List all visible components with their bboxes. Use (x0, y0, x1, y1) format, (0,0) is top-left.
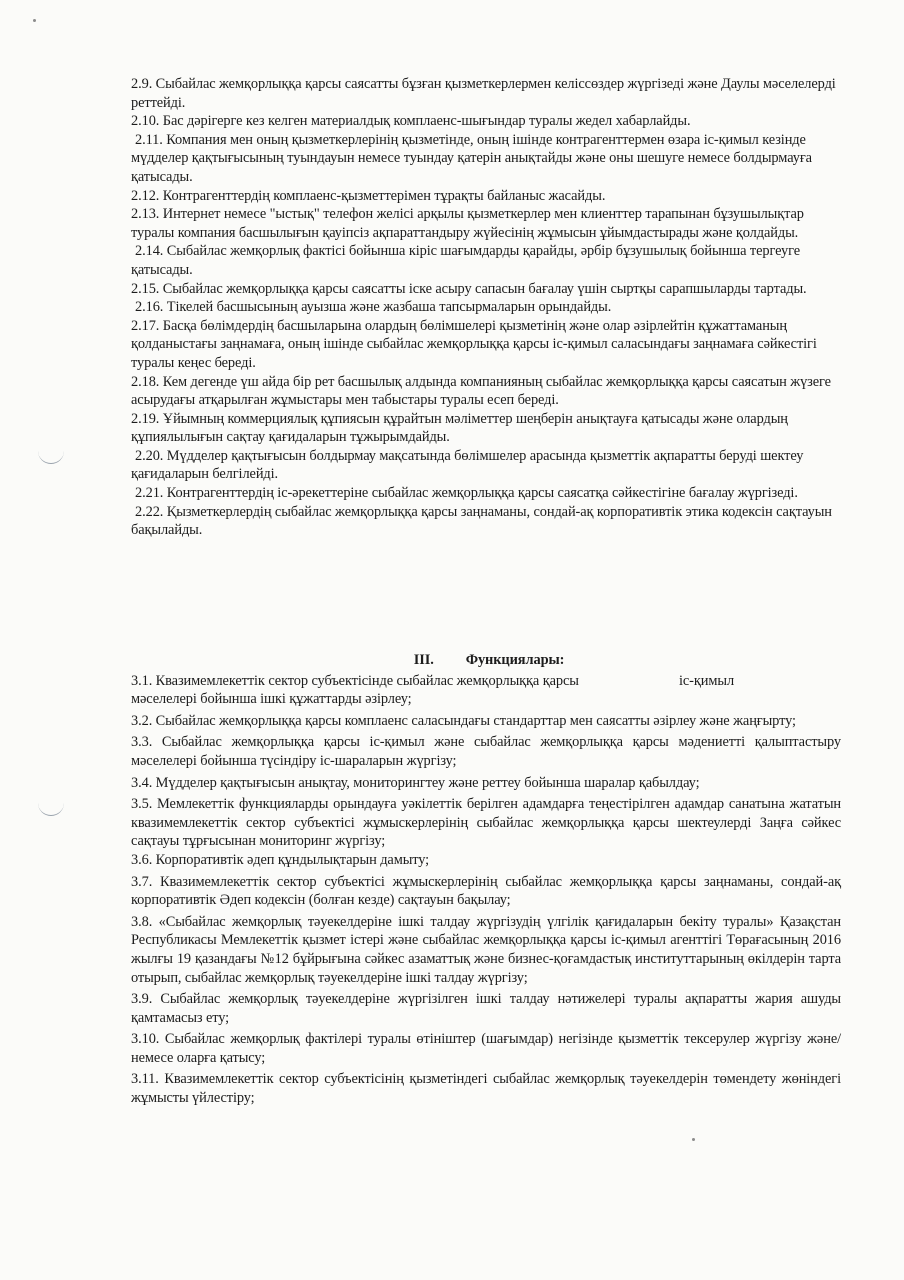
paragraph-3-2: 3.2. Сыбайлас жемқорлыққа қарсы комплаенс саласындағы стандарттар мен саясатты әзірлеу және жаңғырту; (131, 712, 796, 729)
binder-hole-mark (38, 451, 64, 464)
paragraph-2-9: 2.9. Сыбайлас жемқорлыққа қарсы саясатты бұзған қызметкерлермен келіссөздер жүргізеді және Даулы мәселелерді реттейді. (131, 76, 836, 111)
paragraph-3-8: 3.8. «Сыбайлас жемқорлық тәуекелдеріне ішкі талдау жүргізудің үлгілік қағидаларын бекіту туралы» Қазақстан Республикасы Мемлекеттік қызмет істері және сыбайлас жемқорлыққа қарсы іс-қимыл агенттігі Төрағасының 2016 жылғы 19 қазандағы №12 бұйрығына сәйкес азаматтық және бизнес-қоғамдастық институттарының өкілдерін тарта отырып, сыбайлас жемқорлық тәуекелдеріне ішкі талдау жүргізу; (131, 913, 841, 986)
paragraph-3-1-line-1-end: іс-қимыл (679, 672, 735, 689)
paragraph-2-21: 2.21. Контрагенттердің іс-әрекеттеріне сыбайлас жемқорлыққа қарсы саясатқа сәйкестігіне бағалау жүргізеді. (135, 485, 798, 502)
paragraph-2-19: 2.19. Ұйымның коммерциялық құпиясын құрайтын мәліметтер шеңберін анықтауға қатысады және олардың құпиялылығын сақтау қағидаларын тұжырымдайды. (131, 410, 788, 446)
paragraph-3-5: 3.5. Мемлекеттік функцияларды орындауға уәкілеттік берілген адамдарға теңестірілген адамдар санатына жататын квазимемлекеттік сектор субъектісі жұмыскерлерінің сыбайлас жемқорлыққа қарсы шектеулерді Заңға сәйкес сақтауы тұрғысынан мониторинг жүргізу; (131, 796, 841, 850)
paragraph-3-6: 3.6. Корпоративтік әдеп құндылықтарын дамыту; (131, 851, 430, 868)
section-3-title: Функциялары: (465, 652, 565, 668)
paragraph-3-11: 3.11. Квазимемлекеттік сектор субъектісінің қызметіндегі сыбайлас жемқорлық тәуекелдерін төмендету жөніндегі жұмысты үйлестіру; (131, 1071, 841, 1107)
paragraph-2-18: 2.18. Кем дегенде үш айда бір рет басшылық алдында компанияның сыбайлас жемқорлыққа қарсы саясатын жүзеге асырудағы атқарылған жұмыстары мен табыстары туралы есеп береді. (131, 373, 831, 409)
paragraph-2-13: 2.13. Интернет немесе "ыстық" телефон желісі арқылы қызметкерлер мен клиенттер тарапынан бұзушылықтар туралы компания басшылығын қауіпсіз ақпараттандыру жүйесінің жұмысын ұйымдастырады және қолдайды. (131, 206, 804, 241)
paragraph-2-20: 2.20. Мүдделер қақтығысын болдырмау мақсатында бөлімшелер арасында қызметтік ақпаратты беруді шектеу қағидаларын белгілейді. (131, 447, 804, 483)
paragraph-2-14: 2.14. Сыбайлас жемқорлық фактісі бойынша кіріс шағымдарды қарайды, әрбір бұзушылық бойынша тергеуге қатысады. (131, 243, 801, 278)
paragraph-3-1-line-1: 3.1. Квазимемлекеттік сектор субъектісінде сыбайлас жемқорлыққа қарсы (131, 672, 579, 689)
paragraph-2-17: 2.17. Басқа бөлімдердің басшыларына олардың бөлімшелері қызметінің және олар әзірлейтін құжаттаманың қолданыстағы заңнамаға, оның ішінде сыбайлас жемқорлыққа қарсы іс-қимыл саласындағы заңнамаға сәйкестігі туралы кеңес береді. (131, 317, 817, 371)
paragraph-3-1 (131, 672, 841, 709)
paragraph-2-22: 2.22. Қызметкерлердің сыбайлас жемқорлыққа қарсы заңнаманы, сондай-ақ корпоративтік этика кодексін сақтауын бақылайды. (131, 503, 832, 539)
section-2-continuation (131, 75, 841, 540)
paragraph-3-3: 3.3. Сыбайлас жемқорлыққа қарсы іс-қимыл және сыбайлас жемқорлыққа қарсы мәдениетті қалыптастыру мәселелері бойынша түсіндіру іс-шараларын жүргізу; (131, 734, 841, 769)
paragraph-2-10: 2.10. Бас дәрігерге кез келген материалдық комплаенс-шығындар туралы жедел хабарлайды. (131, 113, 691, 130)
section-3-functions (131, 651, 841, 1108)
paragraph-3-10: 3.10. Сыбайлас жемқорлық фактілері туралы өтініштер (шағымдар) негізінде қызметтік тексерулер жүргізу және/немесе оларға қатысу; (131, 1031, 841, 1066)
paragraph-2-15: 2.15. Сыбайлас жемқорлыққа қарсы саясатты іске асыру сапасын бағалау үшін сыртқы сарапшыларды тартады. (131, 280, 807, 297)
scan-speck (33, 19, 36, 22)
section-3-heading (131, 651, 841, 670)
scan-speck (692, 1138, 695, 1141)
binder-hole-mark (38, 803, 64, 816)
paragraph-3-9: 3.9. Сыбайлас жемқорлық тәуекелдеріне жүргізілген ішкі талдау нәтижелері туралы ақпаратты жария ашуды қамтамасыз ету; (131, 991, 841, 1026)
section-3-number: III. (413, 652, 434, 668)
paragraph-3-4: 3.4. Мүдделер қақтығысын анықтау, мониторингтеу және реттеу бойынша шаралар қабылдау; (131, 774, 700, 791)
paragraph-2-11: 2.11. Компания мен оның қызметкерлерінің қызметінде, оның ішінде контрагенттермен өзара іс-қимыл кезінде мүдделер қақтығысының туындауын немесе туындау қатерін анықтайды және оны шешуге немесе болдырмауға қатысады. (131, 131, 812, 185)
paragraph-2-16: 2.16. Тікелей басшысының ауызша және жазбаша тапсырмаларын орындайды. (135, 299, 612, 316)
paragraph-2-12: 2.12. Контрагенттердің комплаенс-қызметтерімен тұрақты байланыс жасайды. (131, 187, 606, 204)
paragraph-3-7: 3.7. Квазимемлекеттік сектор субъектісі жұмыскерлерінің сыбайлас жемқорлыққа қарсы заңнаманы, сондай-ақ корпоративтік Әдеп кодексін (болған кезде) сақтауын бақылау; (131, 873, 841, 909)
paragraph-3-1-line-2: мәселелері бойынша ішкі құжаттарды әзірлеу; (131, 691, 412, 708)
